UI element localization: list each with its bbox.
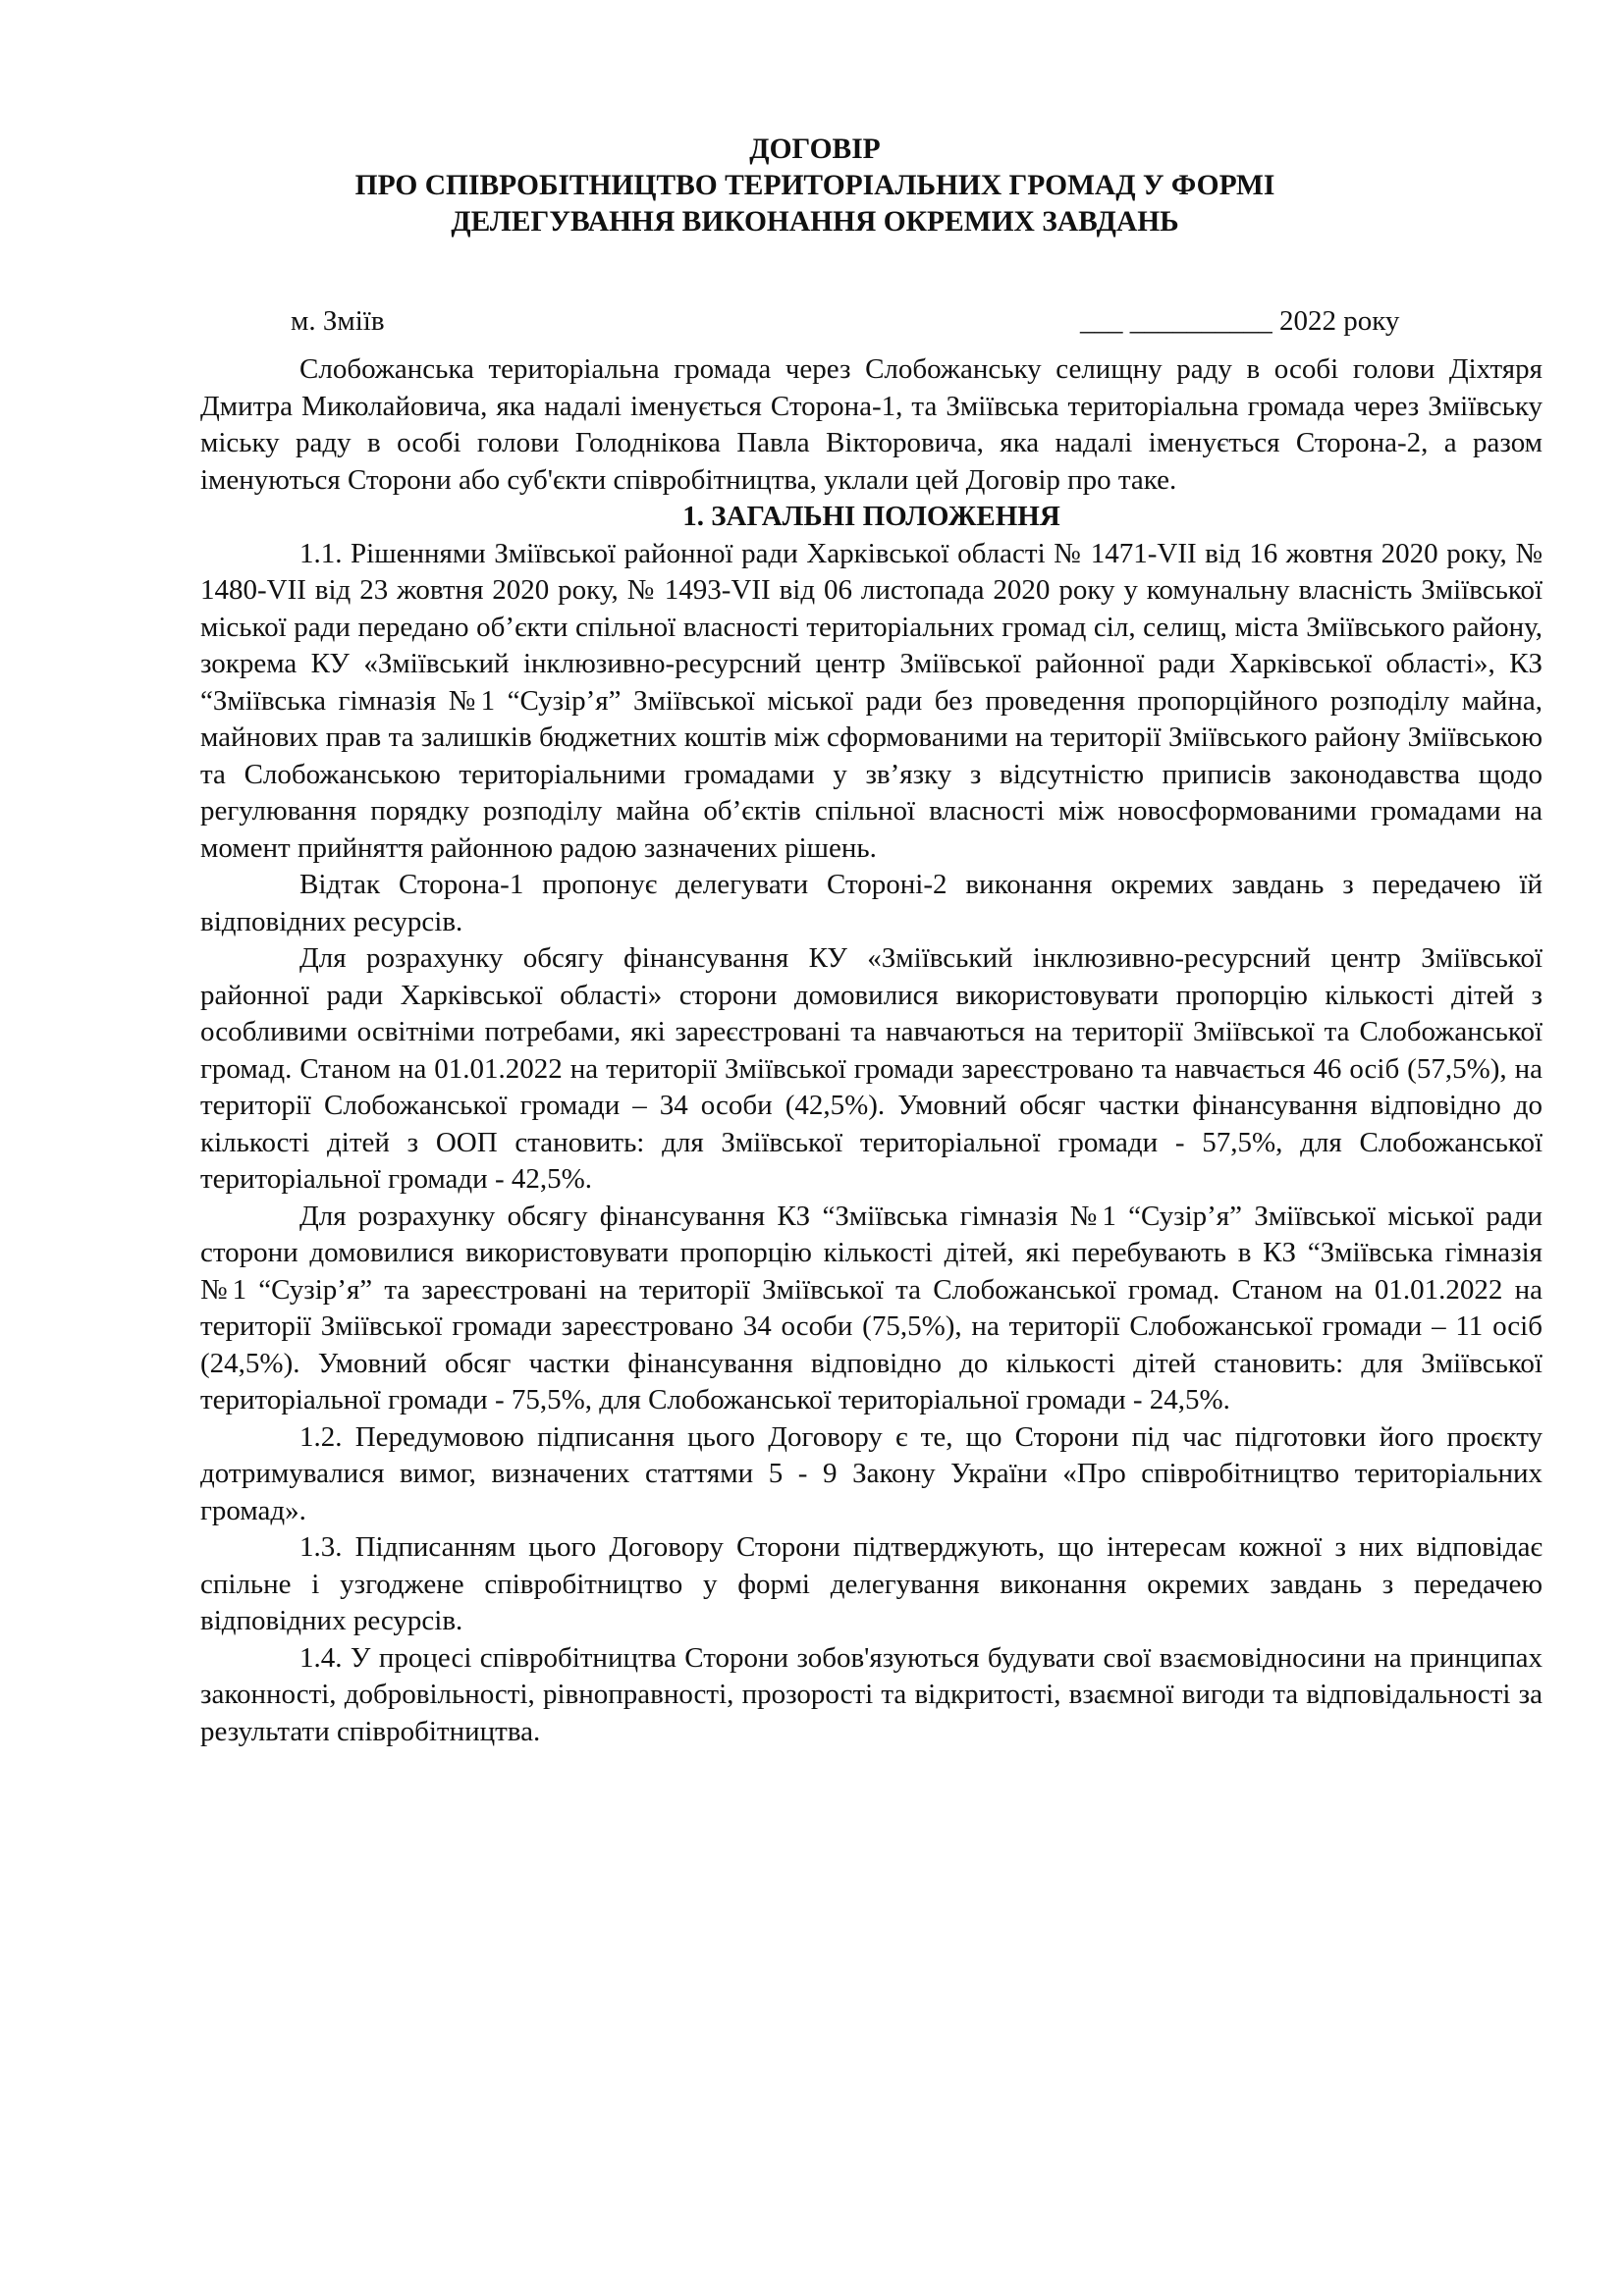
title-line-2: ПРО СПІВРОБІТНИЦТВО ТЕРИТОРІАЛЬНИХ ГРОМАД У ФОРМІ xyxy=(354,170,1275,201)
paragraph-1-2: 1.2. Передумовою підписання цього Договору є те, що Сторони під час підготовки його проєкту дотримувалися вимог, визначених статтями 5 - 9 Закону України «Про співробітництво територіальних громад». xyxy=(200,1420,1543,1526)
place-of-signing: м. Зміїв xyxy=(291,305,385,337)
paragraph-irc-financing: Для розрахунку обсягу фінансування КУ «Зміївський інклюзивно-ресурсний центр Зміївської районної ради Харківської області» сторони домовилися використовувати пропорцію кількості дітей з особливими освітніми потребами, які зареєстровані та навчаються на території Зміївської та Слобожанської громад. Станом на 01.01.2022 на території Зміївської громади зареєстровано та навчається 46 осіб (57,5%), на території Слобожанської громади – 34 особи (42,5%). Умовний обсяг частки фінансування відповідно до кількості дітей з ООП становить: для Зміївської територіальної громади - 57,5%, для Слобожанської територіальної громади - 42,5%. xyxy=(200,942,1543,1195)
document-title xyxy=(196,132,1434,240)
document-body xyxy=(200,351,1543,1750)
paragraph-1-1: 1.1. Рішеннями Зміївської районної ради Харківської області № 1471-VII від 16 жовтня 2020 року, № 1480-VII від 23 жовтня 2020 року, № 1493-VII від 06 листопада 2020 року у комунальну власність Зміївської міської ради передано об’єкти спільної власності територіальних громад сіл, селищ, міста Зміївського району, зокрема КУ «Зміївський інклюзивно-ресурсний центр Зміївської районної ради Харківської області», КЗ “Зміївська гімназія №1 “Сузір’я” Зміївської міської ради без проведення пропорційного розподілу майна, майнових прав та залишків бюджетних коштів між сформованими на території Зміївського району Зміївською та Слобожанською територіальними громадами у зв’язку з відсутністю приписів законодавства щодо регулювання порядку розподілу майна об’єктів спільної власності між новосформованими громадами на момент прийняття районною радою зазначених рішень. xyxy=(200,537,1543,864)
intro-paragraph: Слобожанська територіальна громада через Слобожанську селищну раду в особі голови Діхтяря Дмитра Миколайовича, яка надалі іменується Сторона-1, та Зміївська територіальна громада через Зміївську міську раду в особі голови Голоднікова Павла Вікторовича, яка надалі іменується Сторона-2, а разом іменуються Сторони або суб'єкти співробітництва, уклали цей Договір про таке. xyxy=(200,353,1543,496)
section-heading: 1. ЗАГАЛЬНІ ПОЛОЖЕННЯ xyxy=(682,501,1060,532)
title-line-3: ДЕЛЕГУВАННЯ ВИКОНАННЯ ОКРЕМИХ ЗАВДАНЬ xyxy=(451,206,1179,238)
paragraph-1-4: 1.4. У процесі співробітництва Сторони зобов'язуються будувати свої взаємовідносини на принципах законності, добровільності, рівноправності, прозорості та відкритості, взаємної вигоди та відповідальності за результати співробітництва. xyxy=(200,1641,1543,1747)
title-line-1: ДОГОВІР xyxy=(749,133,881,165)
paragraph-delegation: Відтак Сторона-1 пропонує делегувати Стороні-2 виконання окремих завдань з передачею їй відповідних ресурсів. xyxy=(200,869,1543,937)
paragraph-1-3: 1.3. Підписанням цього Договору Сторони підтверджують, що інтересам кожної з них відповідає спільне і узгоджене співробітництво у формі делегування виконання окремих завдань з передачею відповідних ресурсів. xyxy=(200,1531,1543,1636)
date-of-signing: ___ __________ 2022 року xyxy=(1080,305,1400,337)
paragraph-gymnasium-financing: Для розрахунку обсягу фінансування КЗ “Зміївська гімназія №1 “Сузір’я” Зміївської міської ради сторони домовилися використовувати пропорцію кількості дітей, які перебувають в КЗ “Зміївська гімназія №1 “Сузір’я” та зареєстровані на території Зміївської та Слобожанської громад. Станом на 01.01.2022 на території Зміївської громади зареєстровано 34 особи (75,5%), на території Слобожанської громади – 11 осіб (24,5%). Умовний обсяг частки фінансування відповідно до кількості дітей становить: для Зміївської територіальної громади - 75,5%, для Слобожанської територіальної громади - 24,5%. xyxy=(200,1200,1543,1415)
